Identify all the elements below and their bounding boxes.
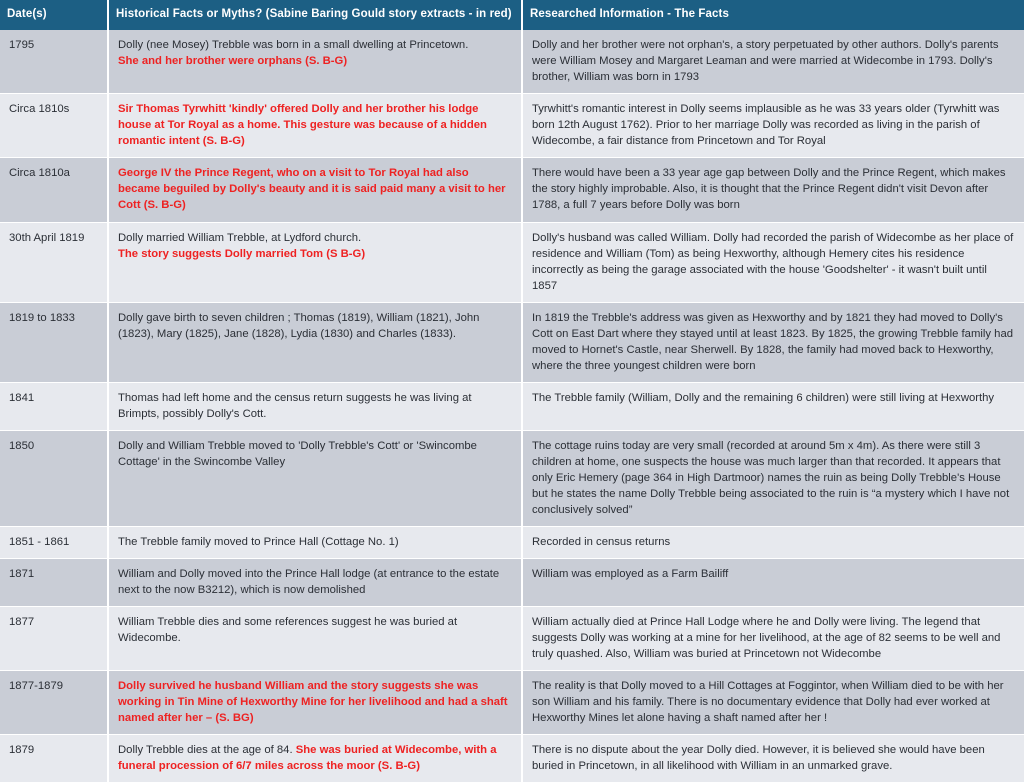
myth-text-red: She was buried at Widecombe, with a funeral procession of 6/7 miles across the moor (S. B-G): [118, 744, 497, 773]
cell-date: 1841: [0, 382, 108, 430]
table-row: [0, 671, 1024, 735]
cell-myth: [108, 302, 522, 382]
cell-facts: The Trebble family (William, Dolly and the remaining 6 children) were still living at Hexworthy: [522, 382, 1024, 430]
cell-myth: [108, 526, 522, 558]
cell-date: 1877: [0, 607, 108, 671]
cell-myth: [108, 607, 522, 671]
table-row: [0, 526, 1024, 558]
myth-text-red: The story suggests Dolly married Tom (S B-G): [118, 247, 366, 260]
table-row: [0, 158, 1024, 222]
cell-myth: [108, 158, 522, 222]
table-row: [0, 382, 1024, 430]
cell-facts: In 1819 the Trebble's address was given as Hexworthy and by 1821 they had moved to Dolly's Cott on East Dart where they stayed until at least 1823. By 1825, the growing Trebble family had moved to Hornet's Castle, near Sherwell. By 1828, the family had moved back to Hexworthy, where the three youngest children were born: [522, 302, 1024, 382]
cell-myth: [108, 735, 522, 783]
column-header-facts: Researched Information - The Facts: [522, 0, 1024, 30]
myth-text-black: William and Dolly moved into the Prince Hall lodge (at entrance to the estate next to the now B3212), which is now demolished: [118, 568, 500, 597]
cell-facts: Dolly's husband was called William. Dolly had recorded the parish of Widecombe as her place of residence and William (Tom) as being Hexworthy, although Hemery cites his residence incorrectly as being the garage associated with the house 'Goodshelter' - it wasn't built until 1857: [522, 222, 1024, 302]
cell-myth: [108, 382, 522, 430]
table-body: [0, 30, 1024, 783]
cell-myth: [108, 30, 522, 94]
cell-facts: The reality is that Dolly moved to a Hill Cottages at Foggintor, when William died to be with her son William and his family. There is no documentary evidence that Dolly had ever worked at Hexworthy Mines let alone having a shaft named after her !: [522, 671, 1024, 735]
cell-facts: Dolly and her brother were not orphan's, a story perpetuated by other authors. Dolly's parents were William Mosey and Margaret Leaman and were married at Widecombe in 1793. Dolly's brother, William was born in 1793: [522, 30, 1024, 94]
cell-date: 1877-1879: [0, 671, 108, 735]
myth-text-black: Dolly Trebble dies at the age of 84.: [118, 744, 296, 757]
cell-date: 1851 - 1861: [0, 526, 108, 558]
table-row: [0, 735, 1024, 783]
myth-text-black: Dolly and William Trebble moved to 'Dolly Trebble's Cott' or 'Swincombe Cottage' in the Swincombe Valley: [118, 439, 477, 468]
cell-date: 1819 to 1833: [0, 302, 108, 382]
myth-text-black: The Trebble family moved to Prince Hall (Cottage No. 1): [118, 535, 399, 548]
cell-myth: [108, 222, 522, 302]
cell-myth: [108, 94, 522, 158]
table-header-row: [0, 0, 1024, 30]
cell-facts: Tyrwhitt's romantic interest in Dolly seems implausible as he was 33 years older (Tyrwhitt was born 12th August 1762). Prior to her marriage Dolly was recorded as living in the parish of Widecombe, a fair distance from Princetown and Tor Royal: [522, 94, 1024, 158]
myth-text-red: She and her brother were orphans (S. B-G): [118, 55, 348, 68]
cell-date: Circa 1810a: [0, 158, 108, 222]
cell-date: 30th April 1819: [0, 222, 108, 302]
cell-facts: William was employed as a Farm Bailiff: [522, 559, 1024, 607]
cell-facts: William actually died at Prince Hall Lodge where he and Dolly were living. The legend that suggests Dolly was working at a mine for her livelihood, at the age of 82 seems to be well and truly quashed. Also, William was buried at Princetown not Widecombe: [522, 607, 1024, 671]
cell-myth: [108, 430, 522, 526]
cell-myth: [108, 559, 522, 607]
table-row: [0, 30, 1024, 94]
cell-date: 1850: [0, 430, 108, 526]
cell-facts: The cottage ruins today are very small (recorded at around 5m x 4m). As there were still 3 children at home, one suspects the house was much larger than that recorded. It appears that only Eric Hemery (page 364 in High Dartmoor) names the ruin as being Dolly Trebble's House but he states the name Dolly Trebble being associated to the ruin is “a mystery which I have not conclusively solved”: [522, 430, 1024, 526]
cell-facts: There would have been a 33 year age gap between Dolly and the Prince Regent, which makes the story highly improbable. Also, it is thought that the Prince Regent didn't visit Devon after 1788, a full 7 years before Dolly was born: [522, 158, 1024, 222]
cell-date: 1879: [0, 735, 108, 783]
table-header: [0, 0, 1024, 30]
table-row: [0, 222, 1024, 302]
myth-text-red: Dolly survived he husband William and the story suggests she was working in Tin Mine of Hexworthy Mine for her livelihood and had a shaft named after her – (S. BG): [118, 680, 508, 725]
cell-myth: [108, 671, 522, 735]
myth-text-red: Sir Thomas Tyrwhitt 'kindly' offered Dolly and her brother his lodge house at Tor Royal as a home. This gesture was because of a hidden romantic intent (S. B-G): [118, 103, 487, 148]
column-header-dates: Date(s): [0, 0, 108, 30]
myth-text-black: Dolly gave birth to seven children ; Thomas (1819), William (1821), John (1823), Mary (1825), Jane (1828), Lydia (1830) and Charles (1833).: [118, 311, 480, 340]
cell-date: 1871: [0, 559, 108, 607]
cell-date: Circa 1810s: [0, 94, 108, 158]
myth-text-red: George IV the Prince Regent, who on a visit to Tor Royal had also became beguiled by Dolly's beauty and it is said paid many a visit to her Cott (S. B-G): [118, 167, 506, 212]
table-row: [0, 94, 1024, 158]
myth-text-black: Thomas had left home and the census return suggests he was living at Brimpts, possibly Dolly's Cott.: [118, 391, 472, 420]
myth-text-black: Dolly (nee Mosey) Trebble was born in a small dwelling at Princetown.: [118, 39, 469, 52]
myth-text-black: Dolly married William Trebble, at Lydford church.: [118, 231, 362, 244]
cell-facts: There is no dispute about the year Dolly died. However, it is believed she would have been buried in Princetown, in all likelihood with William in an unmarked grave.: [522, 735, 1024, 783]
table-row: [0, 559, 1024, 607]
table-row: [0, 430, 1024, 526]
table-row: [0, 302, 1024, 382]
cell-facts: Recorded in census returns: [522, 526, 1024, 558]
column-header-myths: Historical Facts or Myths? (Sabine Baring Gould story extracts - in red): [108, 0, 522, 30]
cell-date: 1795: [0, 30, 108, 94]
table-row: [0, 607, 1024, 671]
myth-text-black: William Trebble dies and some references suggest he was buried at Widecombe.: [118, 616, 458, 645]
